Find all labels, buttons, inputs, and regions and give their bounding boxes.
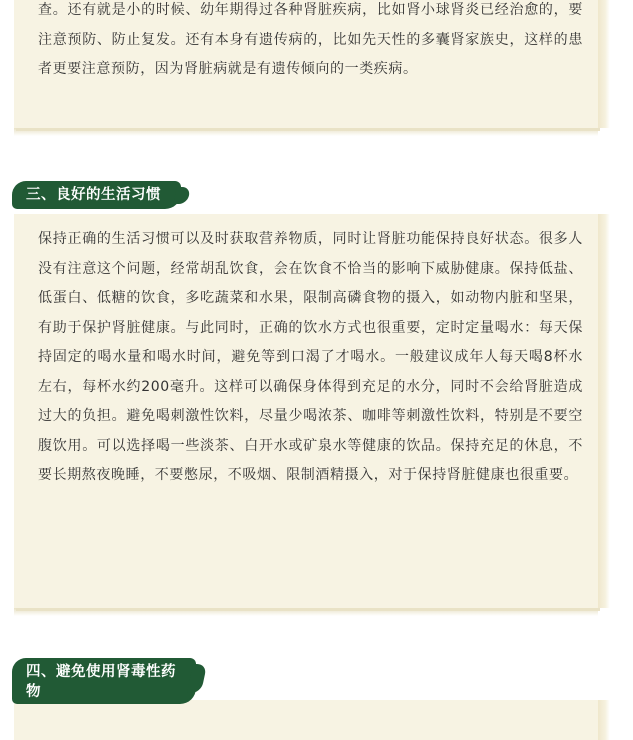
section-4-heading-line1: 四、避免使用肾毒性药 [26,664,176,680]
section-4-card [14,700,598,740]
section-3-paragraph: 保持正确的生活习惯可以及时获取营养物质，同时让肾脏功能保持良好状态。很多人没有注意这个问题，经常胡乱饮食，会在饮食不恰当的影响下威胁健康。保持低盐、低蛋白、低糖的饮食，多吃蔬菜和水果，限制高磷食物的摄入，如动物内脏和坚果，有助于保护肾脏健康。与此同时，正确的饮水方式也很重要，定时定量喝水：每天保持固定的喝水量和喝水时间，避免等到口渴了才喝水。一般建议成年人每天喝8杯水左右，每杯水约200毫升。这样可以确保身体得到充足的水分，同时不会给肾脏造成过大的负担。避免喝刺激性饮料，尽量少喝浓茶、咖啡等刺激性饮料，特别是不要空腹饮用。可以选择喝一些淡茶、白开水或矿泉水等健康的饮品。保持充足的休息，不要长期熬夜晚睡，不要憋尿，不吸烟、限制酒精摄入，对于保持肾脏健康也很重要。 [38,231,583,483]
section-4-heading-line2: 物 [26,684,41,700]
previous-section-paragraph: 查。还有就是小的时候、幼年期得过各种肾脏疾病，比如肾小球肾炎已经治愈的，要注意预防、防止复发。还有本身有遗传病的，比如先天性的多囊肾家族史，这样的患者更要注意预防，因为肾脏病就是有遗传倾向的一类疾病。 [38,2,583,77]
section-4-heading [14,660,194,702]
card-edge [14,608,598,616]
card-edge [14,128,598,136]
section-3-heading: 三、良好的生活习惯 [14,183,179,207]
